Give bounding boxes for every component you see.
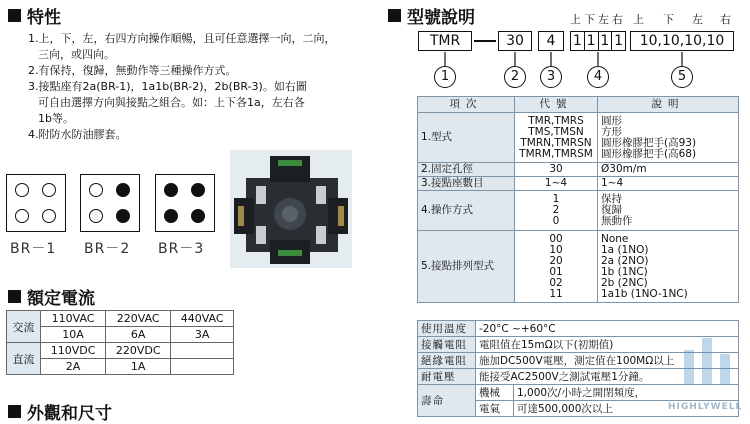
table-cell: 440VAC: [171, 311, 234, 327]
header-item: 項次: [418, 97, 515, 113]
br3-label: BR－3: [158, 241, 205, 257]
code-arrangement-box: 10,10,10,10: [630, 31, 734, 51]
circle-4: 4: [587, 66, 609, 88]
table-cell: 2A: [41, 359, 106, 375]
table-cell: 3A: [171, 327, 234, 343]
table-row: 耐電壓 能接受AC2500V之測試電壓1分鐘。: [418, 369, 739, 385]
rated-current-table: [6, 310, 234, 375]
table-row: 3.接點座數目 1~4 1~4: [418, 177, 739, 191]
watermark-logo: [676, 330, 738, 390]
code-mode-box: 1 1 1 1: [570, 31, 626, 51]
code-hole-box: 30: [498, 31, 532, 51]
br2-diagram: [80, 174, 140, 232]
product-photo: [230, 150, 352, 268]
table-row: 1.型式 TMR,TMRS TMS,TMSN TMRN,TMRSN TMRM,TMRSM 圓形 方形 圓形橡膠把手(高93) 圓形橡膠把手(高68): [418, 113, 739, 163]
table-row: 壽命 機械 1,000次/小時之開閉頻度，: [418, 385, 739, 401]
br1-label: BR－1: [10, 241, 57, 257]
table-row: 使用溫度 -20°C ~+60°C: [418, 321, 739, 337]
circle-5: 5: [671, 66, 693, 88]
table-cell: [171, 343, 234, 359]
br1-diagram: [6, 174, 66, 232]
table-cell: 110VDC: [41, 343, 106, 359]
circle-2: 2: [504, 66, 526, 88]
table-cell: 220VAC: [106, 311, 171, 327]
header-code: 代號: [515, 97, 598, 113]
table-cell: 110VAC: [41, 311, 106, 327]
appearance-title: 外觀和尺寸: [8, 399, 112, 424]
code-count-box: 4: [538, 31, 564, 51]
table-row: 電氣 可達500,000次以上: [418, 401, 739, 417]
features-title: 特性: [8, 3, 61, 28]
section-square-icon: [388, 9, 401, 22]
table-cell: [171, 359, 234, 375]
feature-line: 1b等。: [38, 112, 74, 125]
table-row: 4.操作方式 1 2 0 保持 復歸 無動作: [418, 191, 739, 231]
section-square-icon: [8, 405, 21, 418]
feature-line: 2.有保持，復歸，無動作等三種操作方式。: [28, 64, 237, 77]
table-cell: 6A: [106, 327, 171, 343]
ac-label: 交流: [7, 311, 41, 343]
section-square-icon: [8, 9, 21, 22]
feature-line: 1.上，下，左，右四方向操作順暢，且可任意選擇一向，二向，: [28, 32, 336, 45]
circle-1: 1: [434, 66, 456, 88]
rated-current-title: 額定電流: [8, 284, 95, 309]
feature-line: 三向，或四向。: [38, 48, 115, 61]
feature-line: 3.接點座有2a(BR-1)，1a1b(BR-2)，2b(BR-3)。如右圖: [28, 80, 307, 93]
feature-line: 可自由選擇方向與接點之組合。如：上下各1a，左右各: [38, 96, 305, 109]
model-title: 型號說明: [388, 3, 475, 28]
table-row: 絕緣電阻 施加DC500V電壓，測定值在100MΩ以上: [418, 353, 739, 369]
table-cell: 1A: [106, 359, 171, 375]
code-table: [417, 96, 739, 303]
header-desc: 說明: [598, 97, 739, 113]
feature-line: 4.附防水防油膠套。: [28, 128, 127, 141]
table-cell: 10A: [41, 327, 106, 343]
circle-3: 3: [540, 66, 562, 88]
table-row: 5.接點排列型式 00 10 20 01 02 11 None 1a (1NO) 2a (2NO) 1b (1NC) 2b (2NC) 1a1b (1NO-1NC): [418, 231, 739, 303]
section-square-icon: [8, 290, 21, 303]
features-list: [28, 31, 378, 143]
code-type-box: TMR: [418, 31, 472, 51]
br3-diagram: [155, 174, 215, 232]
watermark-text: HIGHLYWELL: [668, 402, 743, 412]
code-dash: [474, 40, 496, 42]
table-row: 2.固定孔徑 30 Ø30m/m: [418, 163, 739, 177]
dc-label: 直流: [7, 343, 41, 375]
br2-label: BR－2: [84, 241, 131, 257]
table-row: 接觸電阻 電阻值在15mΩ以下(初期值): [418, 337, 739, 353]
table-cell: 220VDC: [106, 343, 171, 359]
